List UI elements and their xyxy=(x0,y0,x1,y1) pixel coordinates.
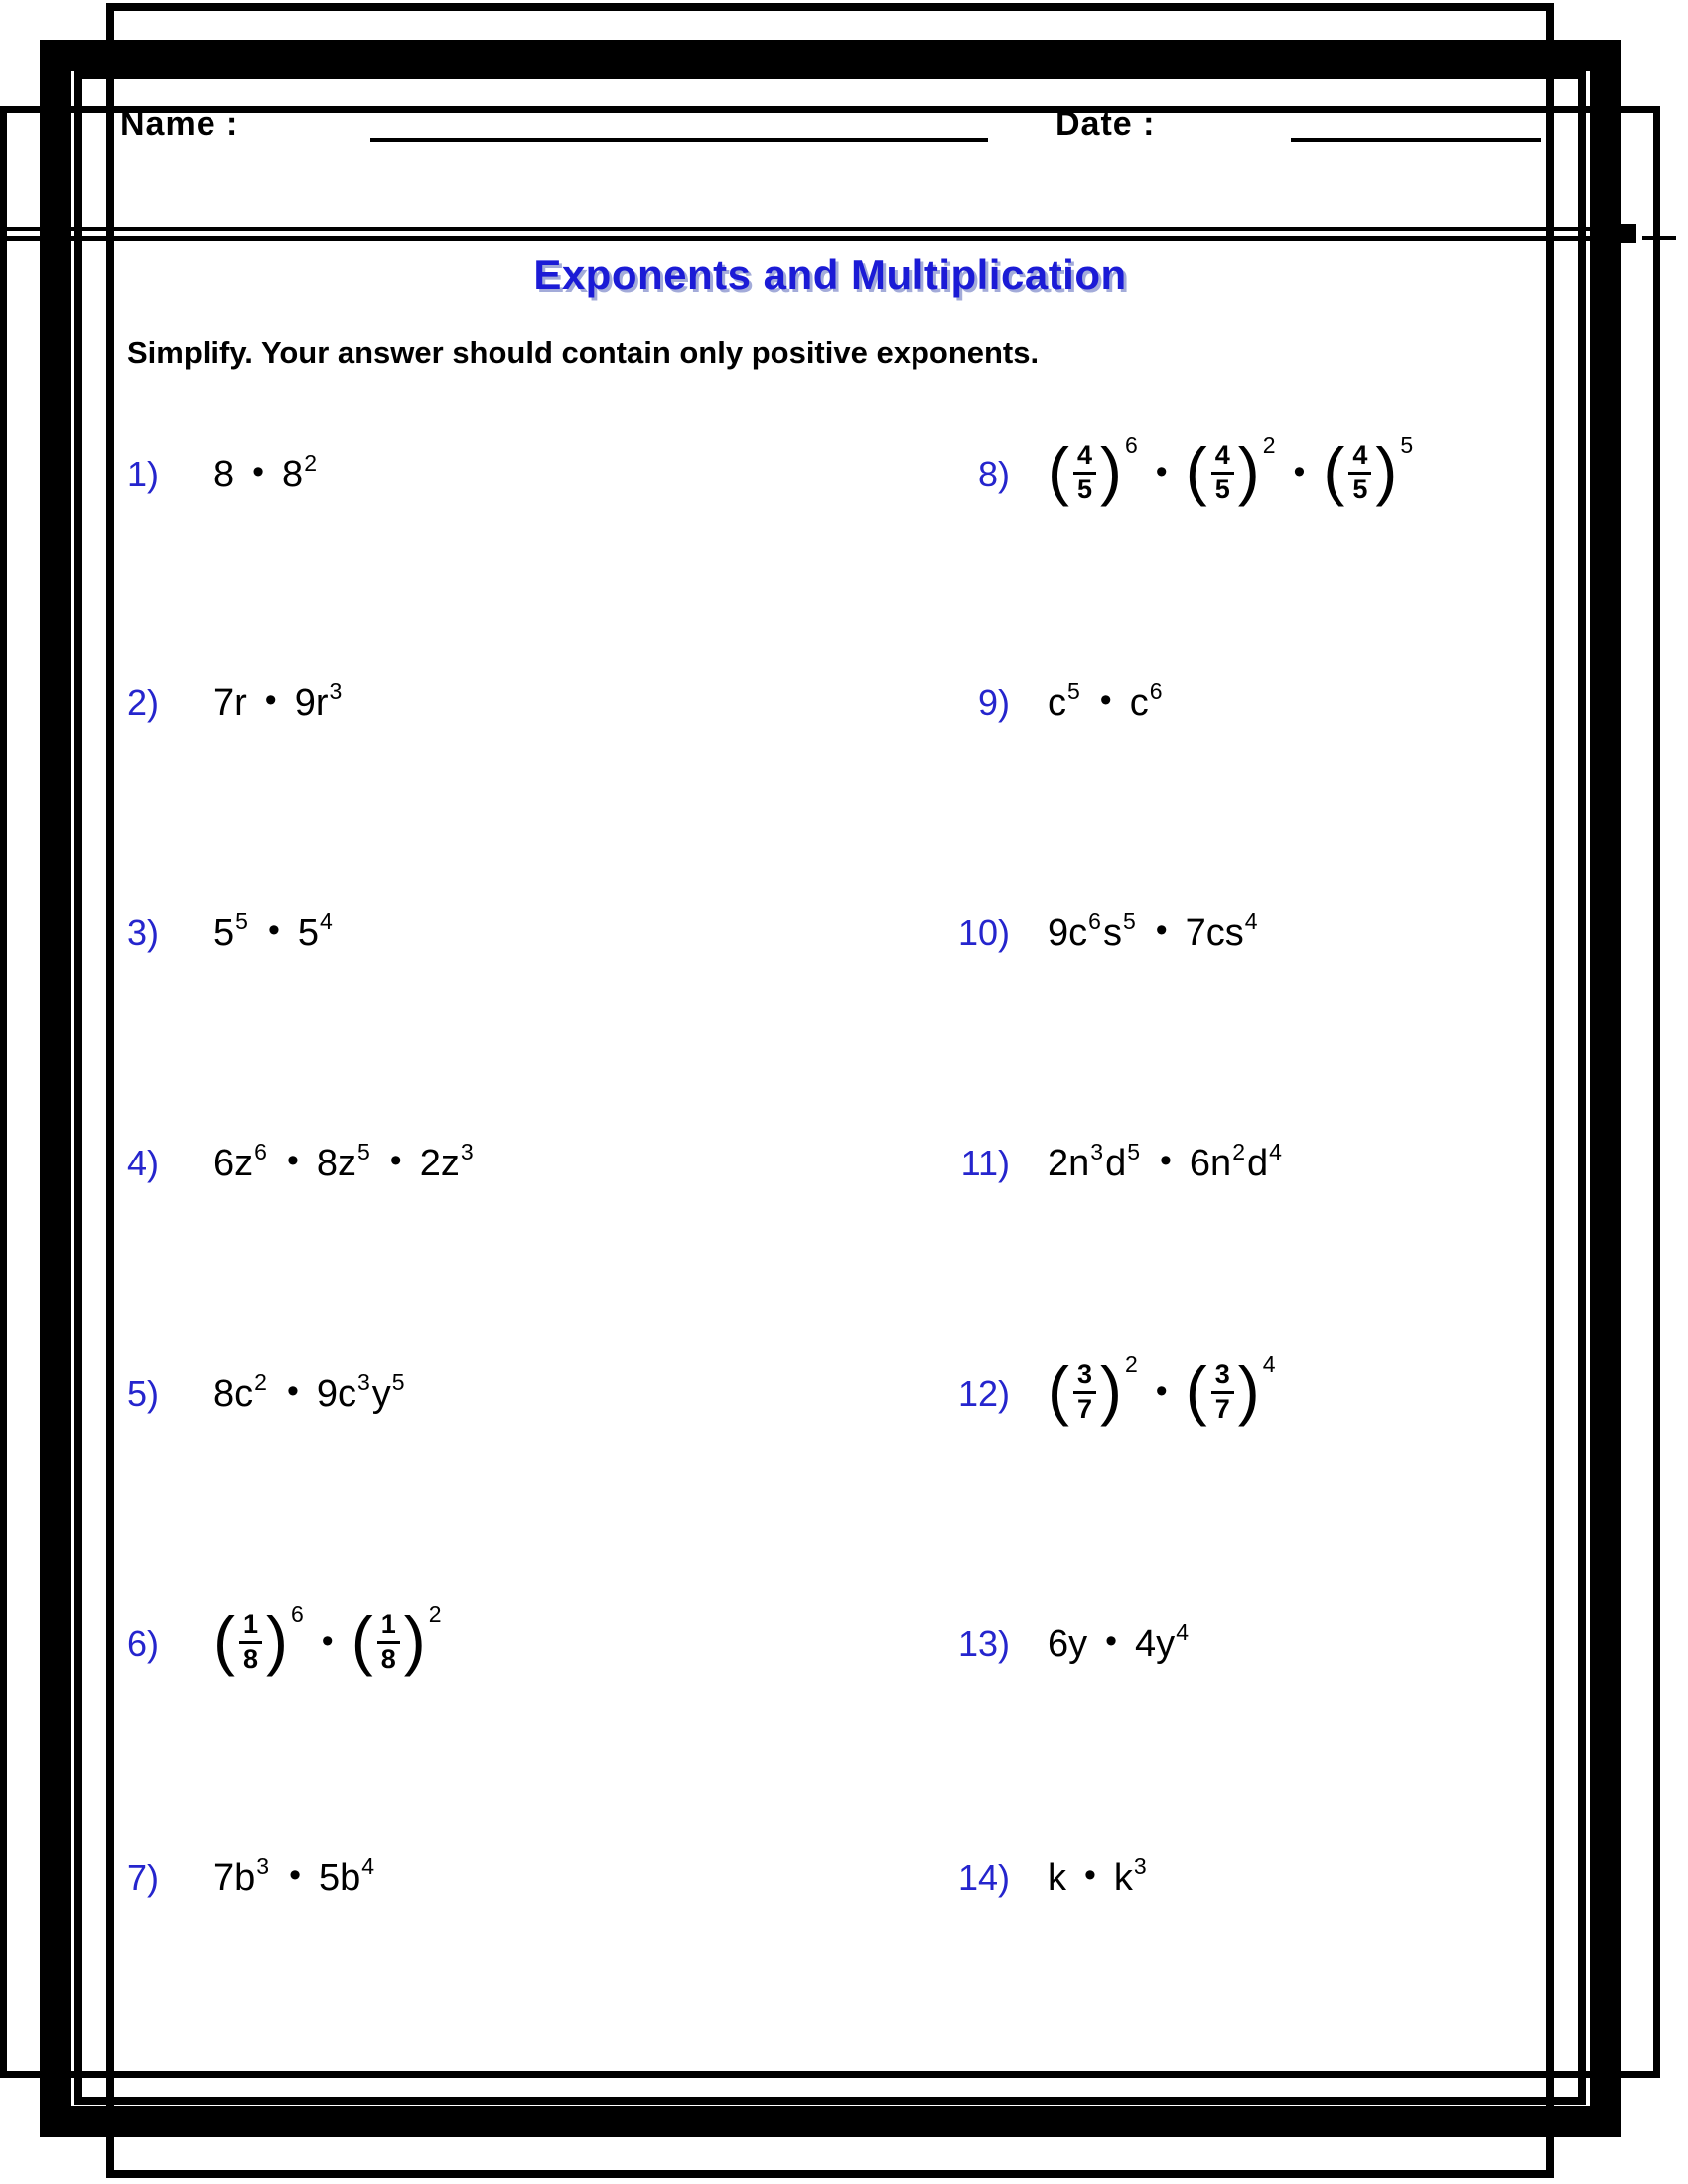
problem-row xyxy=(938,641,1165,764)
exponent: 5 xyxy=(1067,677,1080,704)
problem-row xyxy=(938,413,1413,536)
multiplication-dot: • xyxy=(264,680,277,719)
fraction-denominator: 7 xyxy=(1211,1391,1234,1425)
multiplication-dot: • xyxy=(289,1855,301,1894)
fraction-numerator: 4 xyxy=(1214,440,1230,471)
problem-number: 8) xyxy=(977,454,1010,494)
fraction-numerator: 1 xyxy=(242,1609,259,1640)
fraction-numerator: 3 xyxy=(1076,1359,1093,1390)
term-base: 5 xyxy=(297,911,319,954)
exponent: 4 xyxy=(1262,1350,1276,1377)
term-base: 9r xyxy=(294,681,329,724)
problem-row xyxy=(127,641,344,764)
fraction-denominator: 5 xyxy=(1348,472,1371,505)
problem-number: 11) xyxy=(960,1143,1010,1183)
problem-row xyxy=(938,872,1260,995)
header-separator-line-top xyxy=(0,227,1636,231)
term xyxy=(282,449,319,496)
exponent: 2 xyxy=(254,1368,267,1395)
fraction-power xyxy=(1323,431,1414,507)
close-paren: ) xyxy=(1100,434,1122,507)
exponent: 5 xyxy=(1122,907,1136,934)
problem-expression xyxy=(1048,1350,1276,1427)
multiplication-dot: • xyxy=(1293,452,1306,490)
fraction-numerator: 4 xyxy=(1076,440,1093,471)
problem-expression xyxy=(213,907,335,955)
fraction xyxy=(1073,440,1096,504)
multiplication-dot: • xyxy=(267,910,280,949)
exponent: 4 xyxy=(319,907,333,934)
exponent: 6 xyxy=(1125,431,1138,458)
open-paren: ( xyxy=(351,1603,373,1677)
problem-expression xyxy=(1048,1618,1191,1666)
open-paren: ( xyxy=(1048,434,1069,507)
fraction-power xyxy=(1048,431,1138,507)
problem-row xyxy=(938,1817,1149,1940)
multiplication-dot: • xyxy=(1084,1855,1096,1894)
close-paren: ) xyxy=(1375,434,1398,507)
term-base: 8 xyxy=(213,453,235,495)
problem-row xyxy=(127,872,335,995)
term-base: k xyxy=(1113,1856,1133,1899)
fraction-numerator: 4 xyxy=(1352,440,1368,471)
term xyxy=(316,1138,372,1185)
term-base: 9c xyxy=(1048,911,1088,954)
term-base: 4y xyxy=(1135,1622,1176,1665)
exponent: 4 xyxy=(1176,1618,1189,1645)
exponent: 5 xyxy=(235,907,248,934)
term-base: 2z xyxy=(419,1142,460,1184)
exponent: 2 xyxy=(1262,431,1276,458)
exponent: 5 xyxy=(1400,431,1414,458)
open-paren: ( xyxy=(213,1603,235,1677)
term-base: k xyxy=(1048,1856,1066,1899)
term-base: d xyxy=(1247,1142,1269,1184)
exponent: 2 xyxy=(428,1600,442,1627)
term-base: 5 xyxy=(213,911,235,954)
page-title: Exponents and Multiplication xyxy=(533,251,1127,298)
term xyxy=(1105,1138,1142,1185)
fraction-denominator: 5 xyxy=(1073,472,1096,505)
multiplication-dot: • xyxy=(1155,910,1168,949)
close-paren: ) xyxy=(266,1603,288,1677)
term xyxy=(297,907,335,955)
open-paren: ( xyxy=(1185,434,1207,507)
term xyxy=(1247,1138,1284,1185)
exponent: 2 xyxy=(1232,1138,1245,1164)
problem-expression xyxy=(1048,431,1414,507)
term xyxy=(213,907,250,955)
term-base: 5b xyxy=(318,1856,361,1899)
multiplication-dot: • xyxy=(1099,680,1112,719)
problem-expression xyxy=(1048,1852,1149,1900)
exponent: 5 xyxy=(356,1138,370,1164)
term xyxy=(318,1852,376,1900)
open-paren: ( xyxy=(1185,1353,1207,1427)
term xyxy=(213,454,234,496)
term xyxy=(1113,1852,1149,1900)
problem-number: 7) xyxy=(127,1857,160,1898)
term xyxy=(213,682,247,725)
term-base: d xyxy=(1105,1142,1127,1184)
problem-expression xyxy=(213,1138,476,1185)
fraction-power xyxy=(1185,1350,1276,1427)
exponent: 6 xyxy=(1088,907,1101,934)
multiplication-dot: • xyxy=(389,1141,402,1179)
fraction-numerator: 1 xyxy=(380,1609,396,1640)
exponent: 4 xyxy=(1269,1138,1282,1164)
fraction-denominator: 8 xyxy=(239,1641,262,1675)
term-base: 8 xyxy=(282,453,304,495)
term-base: y xyxy=(371,1372,391,1415)
problem-row xyxy=(127,1582,442,1706)
problem-expression xyxy=(213,1368,407,1416)
exponent: 3 xyxy=(329,677,343,704)
problem-number: 9) xyxy=(977,682,1010,723)
problem-row xyxy=(127,413,319,536)
problem-row xyxy=(127,1332,407,1455)
exponent: 5 xyxy=(391,1368,405,1395)
exponent: 5 xyxy=(1127,1138,1141,1164)
fraction-power xyxy=(1185,431,1276,507)
problem-row xyxy=(938,1102,1284,1225)
exponent: 4 xyxy=(1244,907,1258,934)
problem-number: 5) xyxy=(127,1373,160,1414)
term xyxy=(1185,907,1260,955)
header-separator-end-tick xyxy=(1642,236,1676,240)
problem-row xyxy=(127,1817,376,1940)
term xyxy=(1048,1623,1087,1666)
exponent: 3 xyxy=(1090,1138,1104,1164)
fraction-power xyxy=(213,1600,304,1677)
problem-expression xyxy=(1048,907,1260,955)
fraction-power xyxy=(351,1600,442,1677)
term-base: c xyxy=(1129,681,1149,724)
multiplication-dot: • xyxy=(286,1141,299,1179)
header-separator-end-square xyxy=(1618,224,1636,243)
problem-expression xyxy=(213,1852,376,1900)
problem-number: 12) xyxy=(957,1373,1010,1414)
term xyxy=(1048,1857,1066,1900)
multiplication-dot: • xyxy=(1105,1621,1118,1660)
problem-expression xyxy=(1048,677,1165,725)
exponent: 4 xyxy=(361,1852,375,1879)
close-paren: ) xyxy=(1237,434,1260,507)
fraction-denominator: 8 xyxy=(377,1641,400,1675)
exponent: 6 xyxy=(254,1138,267,1164)
term-base: c xyxy=(1048,681,1066,724)
fraction xyxy=(377,1609,400,1674)
term xyxy=(1129,677,1165,725)
problem-expression xyxy=(1048,1138,1284,1185)
problem-number: 10) xyxy=(957,912,1010,953)
problem-number: 2) xyxy=(127,682,160,723)
term xyxy=(1135,1618,1191,1666)
exponent: 6 xyxy=(1149,677,1163,704)
problem-number: 14) xyxy=(957,1857,1010,1898)
name-label: Name : xyxy=(120,105,239,143)
problem-number: 13) xyxy=(957,1623,1010,1664)
problem-row xyxy=(938,1332,1276,1455)
term xyxy=(213,1852,271,1900)
term-base: 7cs xyxy=(1185,911,1244,954)
problem-number: 6) xyxy=(127,1623,160,1664)
term xyxy=(1189,1138,1247,1185)
exponent: 2 xyxy=(1125,1350,1138,1377)
problem-number: 4) xyxy=(127,1143,160,1183)
multiplication-dot: • xyxy=(1160,1141,1172,1179)
fraction xyxy=(1073,1359,1096,1424)
term-base: 6y xyxy=(1048,1622,1088,1665)
problem-expression xyxy=(213,1600,442,1677)
multiplication-dot: • xyxy=(286,1371,299,1410)
multiplication-dot: • xyxy=(1155,1371,1168,1410)
term-base: 8z xyxy=(316,1142,356,1184)
term xyxy=(1102,907,1138,955)
date-blank-line xyxy=(1291,138,1541,142)
fraction-denominator: 7 xyxy=(1073,1391,1096,1425)
problem-number: 1) xyxy=(127,454,160,494)
fraction xyxy=(1211,1359,1234,1424)
problem-row xyxy=(938,1582,1191,1706)
date-label: Date : xyxy=(1055,105,1156,143)
fraction xyxy=(1348,440,1371,504)
problem-row xyxy=(127,1102,476,1225)
exponent: 3 xyxy=(256,1852,270,1879)
term-base: 9c xyxy=(316,1372,356,1415)
open-paren: ( xyxy=(1048,1353,1069,1427)
problem-expression xyxy=(213,449,319,496)
exponent: 6 xyxy=(291,1600,304,1627)
exponent: 3 xyxy=(460,1138,474,1164)
name-blank-line xyxy=(370,138,988,142)
close-paren: ) xyxy=(403,1603,426,1677)
problem-number: 3) xyxy=(127,912,160,953)
term-base: 7r xyxy=(213,681,247,724)
term-base: 6n xyxy=(1189,1142,1232,1184)
term xyxy=(294,677,345,725)
multiplication-dot: • xyxy=(321,1621,334,1660)
exponent: 3 xyxy=(1133,1852,1147,1879)
open-paren: ( xyxy=(1323,434,1345,507)
term-base: 2n xyxy=(1048,1142,1090,1184)
close-paren: ) xyxy=(1237,1353,1260,1427)
term xyxy=(419,1138,476,1185)
close-paren: ) xyxy=(1100,1353,1122,1427)
term xyxy=(316,1368,372,1416)
fraction xyxy=(1211,440,1234,504)
fraction-power xyxy=(1048,1350,1138,1427)
term xyxy=(213,1138,269,1185)
term xyxy=(371,1368,407,1416)
exponent: 2 xyxy=(304,449,317,476)
instruction-text: Simplify. Your answer should contain only positive exponents. xyxy=(127,336,1040,370)
fraction-denominator: 5 xyxy=(1211,472,1234,505)
multiplication-dot: • xyxy=(252,452,265,490)
multiplication-dot: • xyxy=(1155,452,1168,490)
term xyxy=(1048,1138,1105,1185)
problem-expression xyxy=(213,677,344,725)
fraction xyxy=(239,1609,262,1674)
exponent: 3 xyxy=(356,1368,370,1395)
term-base: 8c xyxy=(213,1372,254,1415)
term-base: 7b xyxy=(213,1856,256,1899)
term-base: 6z xyxy=(213,1142,254,1184)
term xyxy=(1048,677,1082,725)
term-base: s xyxy=(1102,911,1122,954)
header-separator-line-bottom xyxy=(0,236,1636,241)
fraction-numerator: 3 xyxy=(1214,1359,1230,1390)
term xyxy=(1048,907,1103,955)
term xyxy=(213,1368,269,1416)
